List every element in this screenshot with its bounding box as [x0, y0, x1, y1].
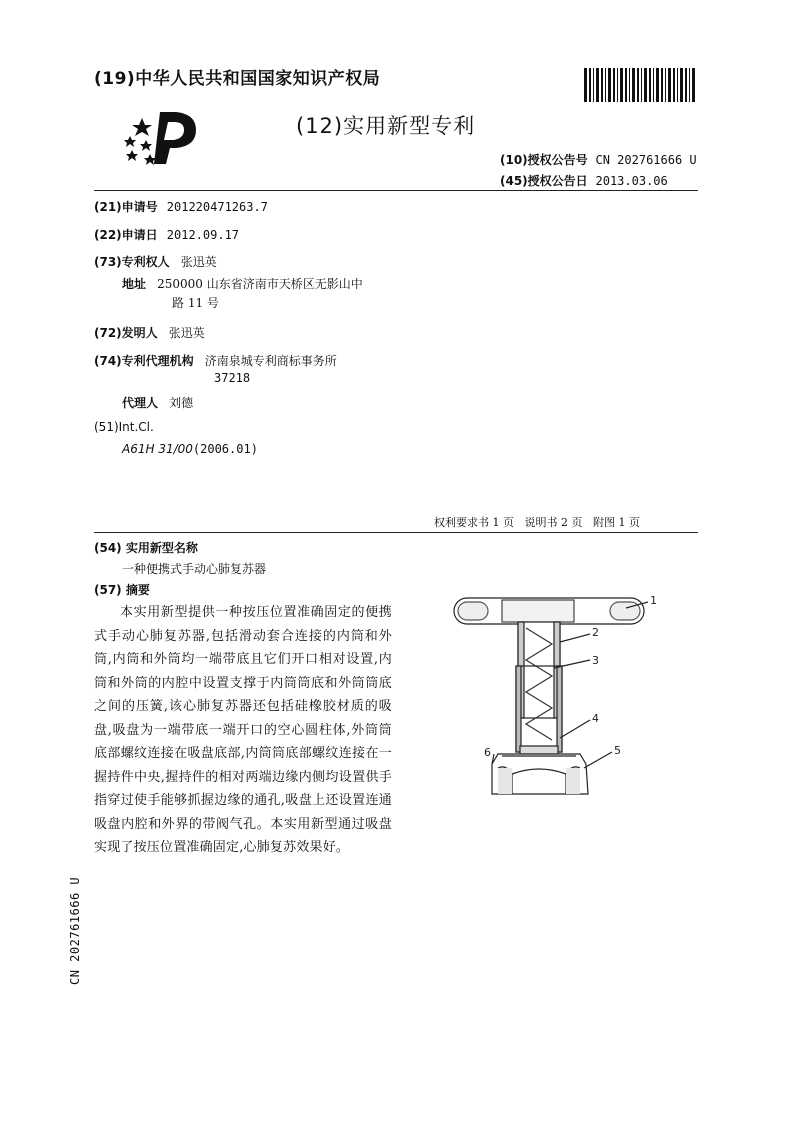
int-cl-code: A61H 31/00: [122, 442, 193, 456]
address-label: 地址: [122, 277, 147, 291]
utility-model-title: 一种便携式手动心肺复苏器: [122, 562, 267, 576]
header-divider: [94, 190, 698, 191]
pub-date-value: 2013.03.06: [595, 174, 668, 188]
agency-value: 济南泉城专利商标事务所: [204, 354, 337, 368]
app-no-value: 201220471263.7: [166, 200, 268, 214]
title-label: (54) 实用新型名称: [94, 541, 198, 555]
inventor-value: 张迅英: [168, 326, 205, 340]
app-date-row: [94, 224, 239, 243]
doc-type-title: (12)实用新型专利: [296, 114, 476, 138]
pages-info: 权利要求书 1 页 说明书 2 页 附图 1 页: [434, 516, 640, 529]
figure-label-2: 2: [592, 626, 599, 639]
figure-label-4: 4: [592, 712, 599, 725]
int-cl-label: (51)Int.Cl.: [94, 420, 154, 434]
pub-no-label: (10)授权公告号: [500, 153, 588, 167]
patentee-row: [94, 251, 217, 270]
app-date-value: 2012.09.17: [166, 228, 240, 242]
address-row: [122, 273, 363, 292]
agency-label: (74)专利代理机构: [94, 354, 194, 368]
agent-value: 刘德: [169, 396, 194, 410]
patentee-value: 张迅英: [180, 255, 217, 269]
figure-label-1: 1: [650, 594, 657, 607]
pub-no-row: [500, 151, 697, 168]
int-cl-row: [122, 442, 258, 456]
pub-date-label: (45)授权公告日: [500, 174, 588, 188]
barcode: [584, 68, 699, 102]
inventor-label: (72)发明人: [94, 326, 158, 340]
figure-label-3: 3: [592, 654, 599, 667]
agency-code: 37218: [214, 371, 251, 385]
figure-label-6: 6: [484, 746, 491, 759]
abstract-text: 本实用新型提供一种按压位置准确固定的便携式手动心肺复苏器,包括滑动套合连接的内筒和外筒,内筒和外筒均一端带底且它们开口相对设置,内筒和外筒的内腔中设置支撑于内筒筒底和外筒筒底之间的压簧,该心肺复苏器还包括硅橡胶材质的吸盘,吸盘为一端带底一端开口的空心圆柱体,外筒筒底部螺纹连接在吸盘底部,内筒筒底部螺纹连接在一握持件中央,握持件的相对两端边缘内侧均设置供手指穿过使手能够抓握边缘的通孔,吸盘上还设置连通吸盘内腔和外界的带阀气孔。本实用新型通过吸盘实现了按压位置准确固定,心肺复苏效果好。: [94, 605, 392, 855]
agent-row: [122, 392, 193, 411]
side-pub-number: CN 202761666 U: [68, 876, 82, 985]
agent-label: 代理人: [122, 396, 159, 410]
app-date-label: (22)申请日: [94, 228, 158, 242]
inventor-row: [94, 322, 205, 341]
abstract-label: (57) 摘要: [94, 583, 150, 597]
pages-divider: [94, 532, 698, 533]
cnipa-logo: [124, 108, 204, 168]
office-name: (19)中华人民共和国国家知识产权局: [94, 69, 381, 89]
int-cl-version: (2006.01): [192, 442, 258, 456]
patentee-label: (73)专利权人: [94, 255, 170, 269]
pub-no-value: CN 202761666 U: [595, 153, 697, 167]
app-no-row: [94, 196, 268, 215]
device-figure: [440, 588, 680, 810]
agency-row: [94, 350, 337, 369]
app-no-label: (21)申请号: [94, 200, 158, 214]
pub-date-row: [500, 172, 668, 189]
address-line-2: 路 11 号: [172, 296, 219, 310]
figure-label-5: 5: [614, 744, 621, 757]
address-line-1: 250000 山东省济南市天桥区无影山中: [157, 277, 363, 291]
